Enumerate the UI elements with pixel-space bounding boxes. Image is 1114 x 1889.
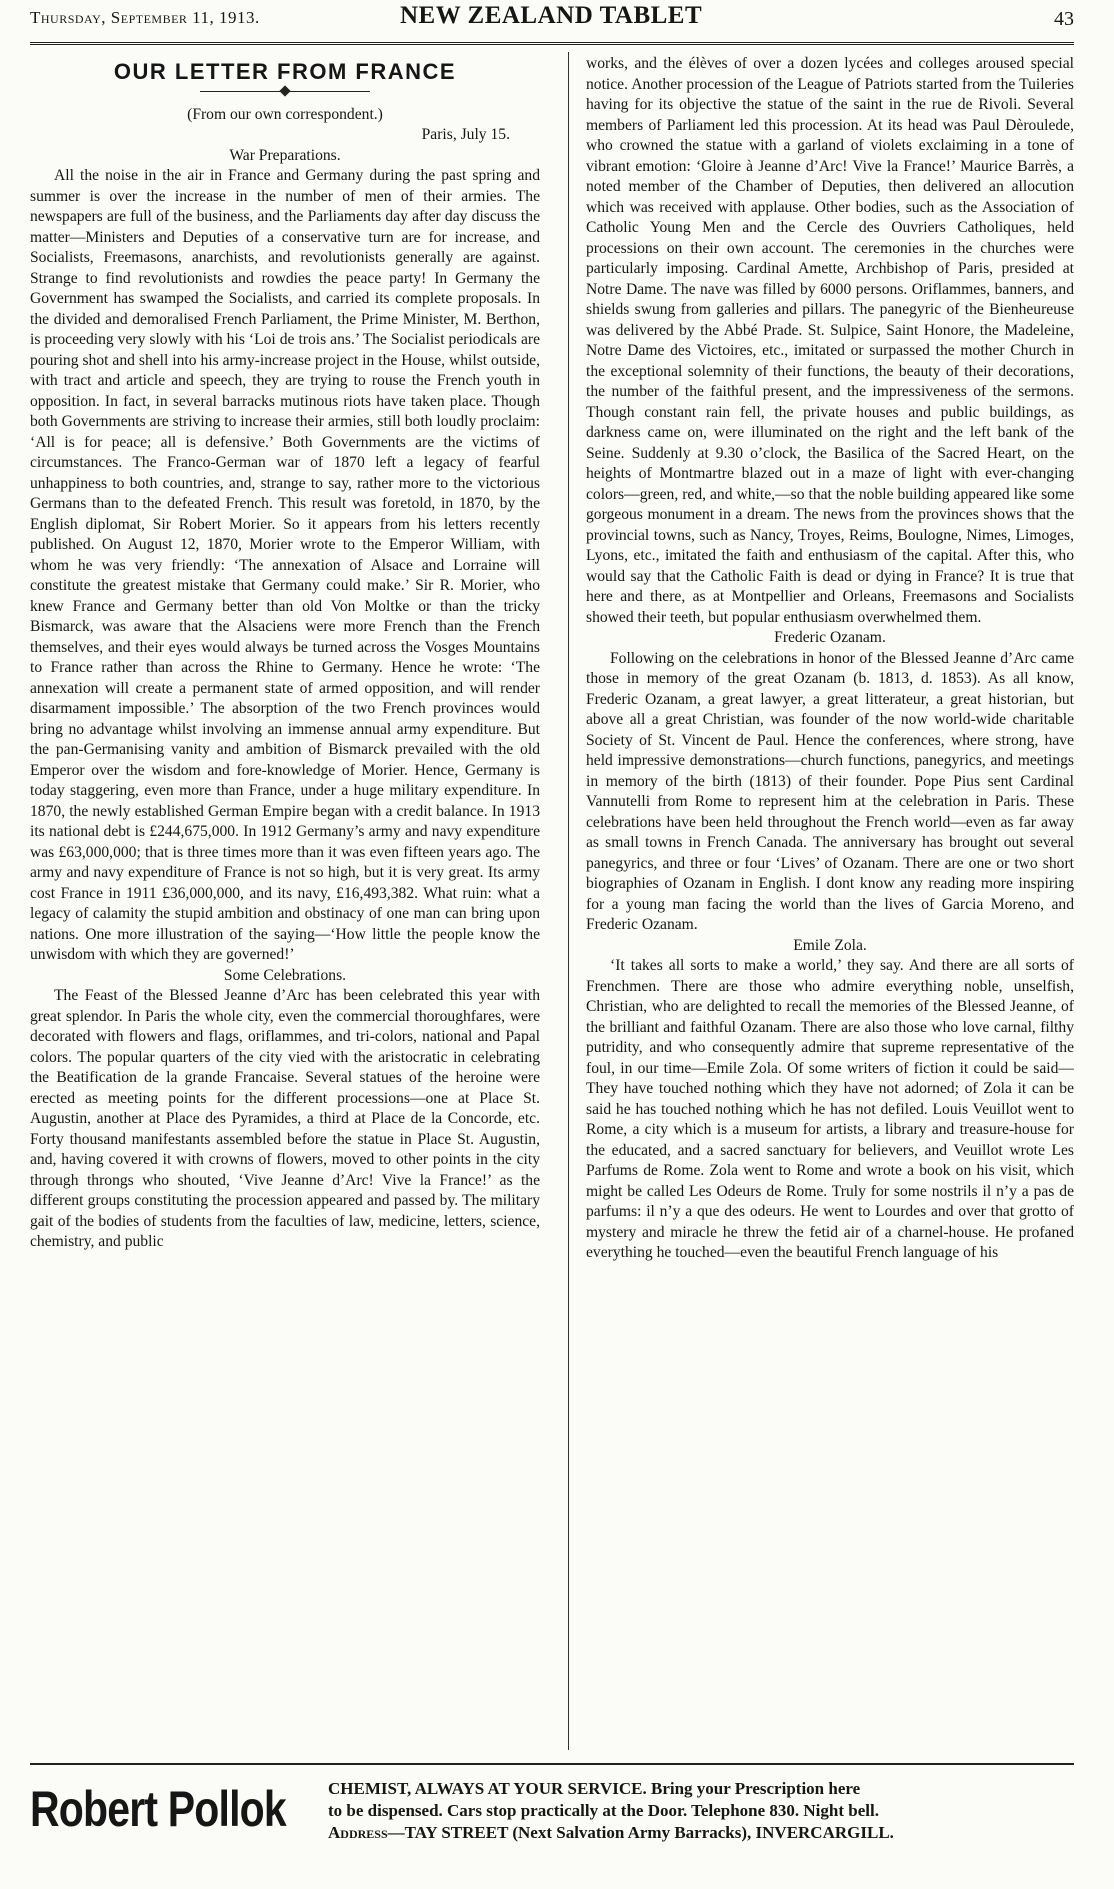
paragraph-some-celebrations: The Feast of the Blessed Jeanne d’Arc has been celebrated this year with great splendor. In Paris the whole city, even the commercial thoroughfares, were decorated with flowers and flags, oriflammes, and tri-colors, national and Papal colors. The popular quarters of the city vied with the aristocratic in celebrating the Beatification de la grande Francaise. Several statues of the heroine were erected as meeting points for the different processions—one at Place St. Augustin, another at Place des Pyramides, a third at Place de la Concorde, etc. Forty thousand manifestants assembled before the statue in Place St. Augustin, and, having covered it with crowns of flowers, moved to other points in the city through throngs who shouted, ‘Vive Jeanne d’Arc! Vive la France!’ as the different groups constituting the procession appeared and passed by. The military gait of the bodies of students from the faculties of law, medicine, letters, science, chemistry, and public — [30, 987, 540, 1250]
section-heading-some-celebrations: Some Celebrations. — [223, 966, 347, 984]
newspaper-page — [30, 0, 1104, 1889]
paragraph-some-celebrations-continued: works, and the élèves of over a dozen lycées and colleges aroused special notice. Another procession of the League of Patriots started from the Tuileries having for its objective the statue of the saint in the rue de Rivoli. Several members of Parliament led this procession. At its head was Paul Dèroulede, who crowned the statue with a garland of violets exclaiming in a tone of vibrant emotion: ‘Gloire à Jeanne d’Arc! Vive la France!’ Maurice Barrès, a noted member of the Chamber of Deputies, then delivered an allocution which was received with applause. Other bodies, such as the Association of Catholic Young Men and the Cercle des Ouvriers Catholiques, held processions on their own account. The ceremonies in the churches were particularly imposing. Cardinal Amette, Archbishop of Paris, presided at Notre Dame. The nave was filled by 6000 persons. Oriflammes, banners, and shields swung from galleries and pillars. The panegyric of the Bienheureuse was delivered by the Abbé Prade. St. Sulpice, Saint Honore, the Madeleine, Notre Dame des Victoires, etc., imitated or surpassed the mother Church in the exceptional solemnity of their functions, the beauty of their decorations, the number of the faithful present, and the impressiveness of the sermons. Though constant rain fell, the private houses and public buildings, as darkness came on, were illuminated on the right and the left bank of the Seine. Suddenly at 9.30 o’clock, the Basilica of the Sacred Heart, on the heights of Montmartre blazed out in a maze of light with ever-changing colors—green, red, and white,—so that the noble building appeared like some gorgeous monument in a dream. The news from the provinces shows that the provincial towns, such as Nancy, Troyes, Reims, Boulogne, Nimes, Limoges, Lyons, etc., imitated the faith and enthusiasm of the capital. After this, who would say that the Catholic Faith is dead or dying in France? It is true that here and there, as at Montpellier and Orleans, Freemasons and Socialists showed their teeth, but popular enthusiasm overwhelmed them. — [586, 55, 1074, 626]
paragraph-war-preparations: All the noise in the air in France and Germany during the past spring and summer is over the increase in the number of men of their armies. The newspapers are full of the business, and the Parliaments day after day discuss the matter—Ministers and Deputies of a conservative turn are for increase, and Socialists, Freemasons, anarchists, and revolutionists generally are against. Strange to find revolutionists and rowdies the peace party! In Germany the Government has swamped the Socialists, and carried its complete proposals. In the divided and demoralised French Parliament, the Prime Minister, M. Berthon, is proceeding very slowly with his ‘Loi de trois ans.’ The Socialist periodicals are pouring shot and shell into his army-increase project in the House, whilst outside, with tract and article and speech, they are trying to rouse the French youth in opposition. In fact, in several barracks mutinous riots have taken place. Though both Governments are striving to increase their armies, still both loudly proclaim: ‘All is for peace; all is defensive.’ Both Governments are the victims of circumstances. The Franco-German war of 1870 left a legacy of fearful unhappiness to both countries, and, strange to say, rather more to the victorious Germans than to the defeated French. This result was foretold, in 1870, by the English diplomat, Sir Robert Morier. So it appears from his letters recently published. On August 12, 1870, Morier wrote to the Emperor William, with whom he was very friendly: ‘The annexation of Alsace and Lorraine will constitute the greatest mistake that Germany could make.’ Sir R. Morier, who knew France and Germany better than old Von Moltke or than the tricky Bismarck, was aware that the Alsaciens were more French than the French themselves, and their eyes would always be turned across the Vosges Mountains to France rather than across the Rhine to Germany. Hence he wrote: ‘The annexation will create a permanent state of armed opposition, and will render disarmament impossible.’ The absorption of the two French provinces would bring no advantage whilst involving an immense annual army expenditure. But the pan-Germanising vanity and ambition of Bismarck prevailed with the old Emperor over the wisdom and fore-knowledge of Morier. Hence, Germany is today staggering, even more than France, under a huge military expenditure. In 1870, the newly established German Empire began with a credit balance. In 1913 its national debt is £244,675,000. In 1912 Germany’s army and navy expenditure was £63,000,000; that is three times more than it was even fifteen years ago. The army and navy expenditure of France is not so high, but it is very great. Its army cost France in 1911 £36,000,000, and its navy, £16,493,382. What ruin: what a legacy of calamity the stupid ambition and obstinacy of one man can bring upon nations. One more illustration of the saying—‘How little the people know the unwisdom with which they are governed!’ — [30, 167, 540, 963]
masthead — [30, 2, 1104, 36]
paragraph-emile-zola: ‘It takes all sorts to make a world,’ they say. And there are all sorts of Frenchmen. There are those who admire everything noble, unselfish, Christian, who are delighted to recall the memories of the Blessed Jeanne, of the brilliant and faithful Ozanam. There are also those who love carnal, filthy putridity, and who consequently admire that supreme representative of the foul, in our time—Emile Zola. Of some writers of fiction it could be said— They have touched nothing which they have not adorned; of Zola it can be said he has touched nothing which he has not defiled. Louis Veuillot went to Rome, a city which is a museum for artists, a library and treasure-house for the educated, and a sacred sanctuary for believers, and Veuillot wrote Les Parfums de Rome. Zola went to Rome and wrote a book on his visit, which might be called Les Odeurs de Rome. Truly for some nostrils il n’y a pas de parfums: il n’y a que des odeurs. He went to Lourdes and over that grotto of mystery and miracle he threw the fetid air of a charnel-house. He profaned everything he touched—even the beautiful French language of his — [586, 957, 1074, 1261]
article-headline: OUR LETTER FROM FRANCE — [113, 59, 457, 84]
paragraph-frederic-ozanam: Following on the celebrations in honor of the Blessed Jeanne d’Arc came those in memory of the great Ozanam (b. 1813, d. 1853). As all know, Frederic Ozanam, a great lawyer, a great litterateur, a great historian, but above all a great Christian, was founder of the now world-wide charitable Society of St. Vincent de Paul. Hence the conferences, where strong, have held impressive demonstrations—church functions, panegyrics, and meetings in memory of the birth (1813) of their founder. Pope Pius sent Cardinal Vannutelli from Rome to represent him at the celebration in Paris. These celebrations have been held throughout the French world—even as far away as small towns in French Canada. The anniversary has brought out several panegyrics, and three or four ‘Lives’ of Ozanam. There are one or two short biographies of Ozanam in English. I dont know any reading more inspiring for a young man facing the world than the lives of Garcia Moreno, and Frederic Ozanam. — [586, 649, 1074, 933]
masthead-rule — [30, 42, 1074, 45]
column-right — [586, 54, 1074, 1754]
advert-line-1: CHEMIST, ALWAYS AT YOUR SERVICE. Bring your Prescription here — [328, 1779, 861, 1798]
advertisement — [30, 1778, 1074, 1858]
advert-rule — [30, 1763, 1074, 1765]
advert-line-2: to be dispensed. Cars stop practically at the Door. Telephone 830. Night bell. — [328, 1801, 879, 1820]
article-byline: (From our own correspondent.) — [187, 105, 383, 123]
section-heading-emile-zola: Emile Zola. — [793, 936, 867, 954]
section-heading-war-preparations: War Preparations. — [229, 146, 341, 164]
advert-business-name: Robert Pollok — [30, 1781, 286, 1837]
column-divider — [568, 52, 569, 1750]
issue-date: Thursday, September 11, 1913. — [30, 8, 260, 27]
publication-title: NEW ZEALAND TABLET — [400, 2, 703, 29]
column-left — [30, 54, 540, 1754]
headline-ornament — [30, 87, 540, 95]
page-number: 43 — [1054, 8, 1074, 30]
section-heading-frederic-ozanam: Frederic Ozanam. — [774, 629, 886, 646]
advert-address-label: Address — [328, 1823, 388, 1842]
advert-address: —TAY STREET (Next Salvation Army Barracks), INVERCARGILL. — [387, 1823, 894, 1842]
advert-text — [328, 1778, 1074, 1844]
advert-line-3 — [328, 1822, 1074, 1844]
article-dateline: Paris, July 15. — [421, 126, 510, 143]
